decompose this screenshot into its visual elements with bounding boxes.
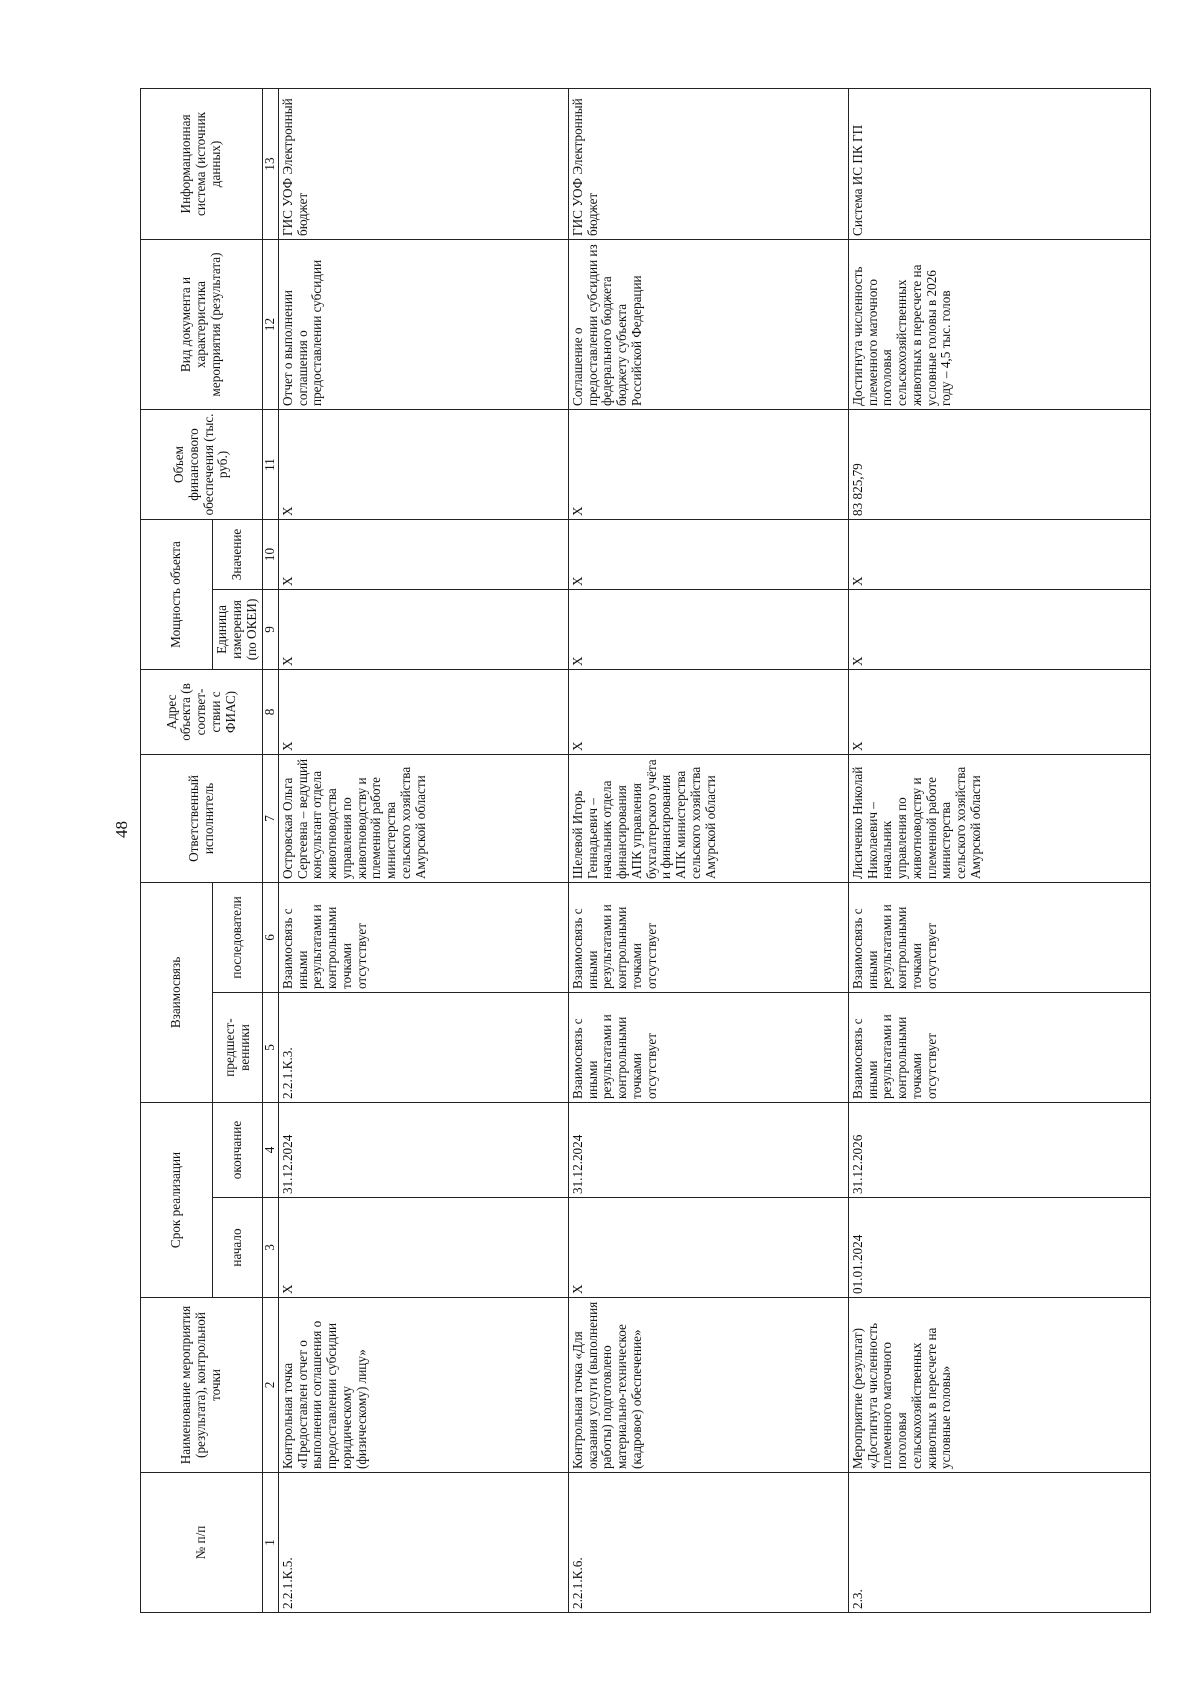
row-num: 2.3. — [848, 1473, 1150, 1613]
header-address: Адрес объекта (в соответ-ствии с ФИАС) — [141, 669, 263, 754]
row-end: 31.12.2024 — [278, 1102, 568, 1197]
table-row — [848, 88, 1150, 1612]
col-number: 2 — [263, 1298, 279, 1473]
col-number: 6 — [263, 882, 279, 992]
document-sheet — [140, 89, 1151, 1613]
col-number: 4 — [263, 1102, 279, 1197]
row-predecessors: 2.2.1.К.3. — [278, 992, 568, 1102]
header-row-1 — [141, 88, 213, 1612]
header-responsible: Ответственный исполнитель — [141, 754, 263, 882]
col-number: 8 — [263, 669, 279, 754]
row-unit: X — [848, 589, 1150, 669]
row-info-system: Система ИС ПК ГП — [848, 88, 1150, 239]
header-predecessors: предшест-венники — [213, 992, 263, 1102]
row-responsible: Лисиченко Николай Николаевич – начальник управления по животноводству и племенной работе министерства сельского хозяйства Амурской области — [848, 754, 1150, 882]
header-end: окончание — [213, 1102, 263, 1197]
row-document: Достигнута численность племенного маточного поголовья сельскохозяйственных животных в пересчете на условные головы в 2026 году – 4,5 тыс. голов — [848, 239, 1150, 409]
row-finance: X — [568, 409, 848, 519]
row-predecessors: Взаимосвязь с иными результатами и контрольными точками отсутствует — [568, 992, 848, 1102]
row-address: X — [568, 669, 848, 754]
col-number: 1 — [263, 1473, 279, 1613]
row-value: X — [848, 519, 1150, 589]
header-power: Мощность объекта — [141, 519, 213, 669]
col-number: 5 — [263, 992, 279, 1102]
col-number: 11 — [263, 409, 279, 519]
row-start: X — [568, 1198, 848, 1298]
row-info-system: ГИС УОФ Электронный бюджет — [568, 88, 848, 239]
row-predecessors: Взаимосвязь с иными результатами и контрольными точками отсутствует — [848, 992, 1150, 1102]
header-value: Значение — [213, 519, 263, 589]
col-number: 10 — [263, 519, 279, 589]
col-number: 7 — [263, 754, 279, 882]
header-name: Наименование мероприятия (результата), контрольной точки — [141, 1298, 263, 1473]
row-name: Контрольная точка «Предоставлен отчет о выполнении соглашения о предоставлении субсидии юридическому (физическому) лицу» — [278, 1298, 568, 1473]
col-number: 13 — [263, 88, 279, 239]
row-successors: Взаимосвязь с иными результатами и контрольными точками отсутствует — [568, 882, 848, 992]
header-finance: Объем финансового обеспечения (тыс. руб.) — [141, 409, 263, 519]
header-num: № п/п — [141, 1473, 263, 1613]
row-info-system: ГИС УОФ Электронный бюджет — [278, 88, 568, 239]
header-period: Срок реализации — [141, 1102, 213, 1297]
header-document: Вид документа и характеристика мероприятия (результата) — [141, 239, 263, 409]
table-row — [278, 88, 568, 1612]
row-start: 01.01.2024 — [848, 1198, 1150, 1298]
row-responsible: Островская Ольга Сергеевна – ведущий консультант отдела животноводства управления по животноводству и племенной работе министерства сельского хозяйства Амурской области — [278, 754, 568, 882]
row-num: 2.2.1.К.6. — [568, 1473, 848, 1613]
row-unit: X — [568, 589, 848, 669]
row-value: X — [278, 519, 568, 589]
column-numbers-row — [263, 88, 279, 1612]
row-end: 31.12.2026 — [848, 1102, 1150, 1197]
row-document: Отчет о выполнении соглашения о предоставлении субсидии — [278, 239, 568, 409]
row-address: X — [278, 669, 568, 754]
row-name: Контрольная точка «Для оказания услуги (выполнения работы) подготовлено материально-техническое (кадровое) обеспечение» — [568, 1298, 848, 1473]
row-finance: X — [278, 409, 568, 519]
row-value: X — [568, 519, 848, 589]
col-number: 9 — [263, 589, 279, 669]
header-relation: Взаимосвязь — [141, 882, 213, 1102]
row-address: X — [848, 669, 1150, 754]
row-successors: Взаимосвязь с иными результатами и контрольными точками отсутствует — [848, 882, 1150, 992]
header-unit: Единица измерения (по ОКЕИ) — [213, 589, 263, 669]
row-document: Соглашение о предоставлении субсидии из федерального бюджета бюджету субъекта Российской Федерации — [568, 239, 848, 409]
row-unit: X — [278, 589, 568, 669]
table-row — [568, 88, 848, 1612]
row-name: Мероприятие (результат) «Достигнута численность племенного маточного поголовья сельскохозяйственных животных в пересчете на условные головы» — [848, 1298, 1150, 1473]
col-number: 12 — [263, 239, 279, 409]
row-num: 2.2.1.К.5. — [278, 1473, 568, 1613]
row-successors: Взаимосвязь с иными результатами и контрольными точками отсутствует — [278, 882, 568, 992]
header-start: начало — [213, 1198, 263, 1298]
page-number: 48 — [112, 821, 131, 838]
header-info-system: Информационная система (источник данных) — [141, 88, 263, 239]
row-start: X — [278, 1198, 568, 1298]
col-number: 3 — [263, 1198, 279, 1298]
plan-table — [140, 88, 1151, 1613]
row-finance: 83 825,79 — [848, 409, 1150, 519]
row-responsible: Шелевой Игорь Геннадьевич – начальник отдела финансирования АПК управления бухгалтерского учёта и финансирования АПК министерства сельского хозяйства Амурской области — [568, 754, 848, 882]
header-successors: последователи — [213, 882, 263, 992]
row-end: 31.12.2024 — [568, 1102, 848, 1197]
